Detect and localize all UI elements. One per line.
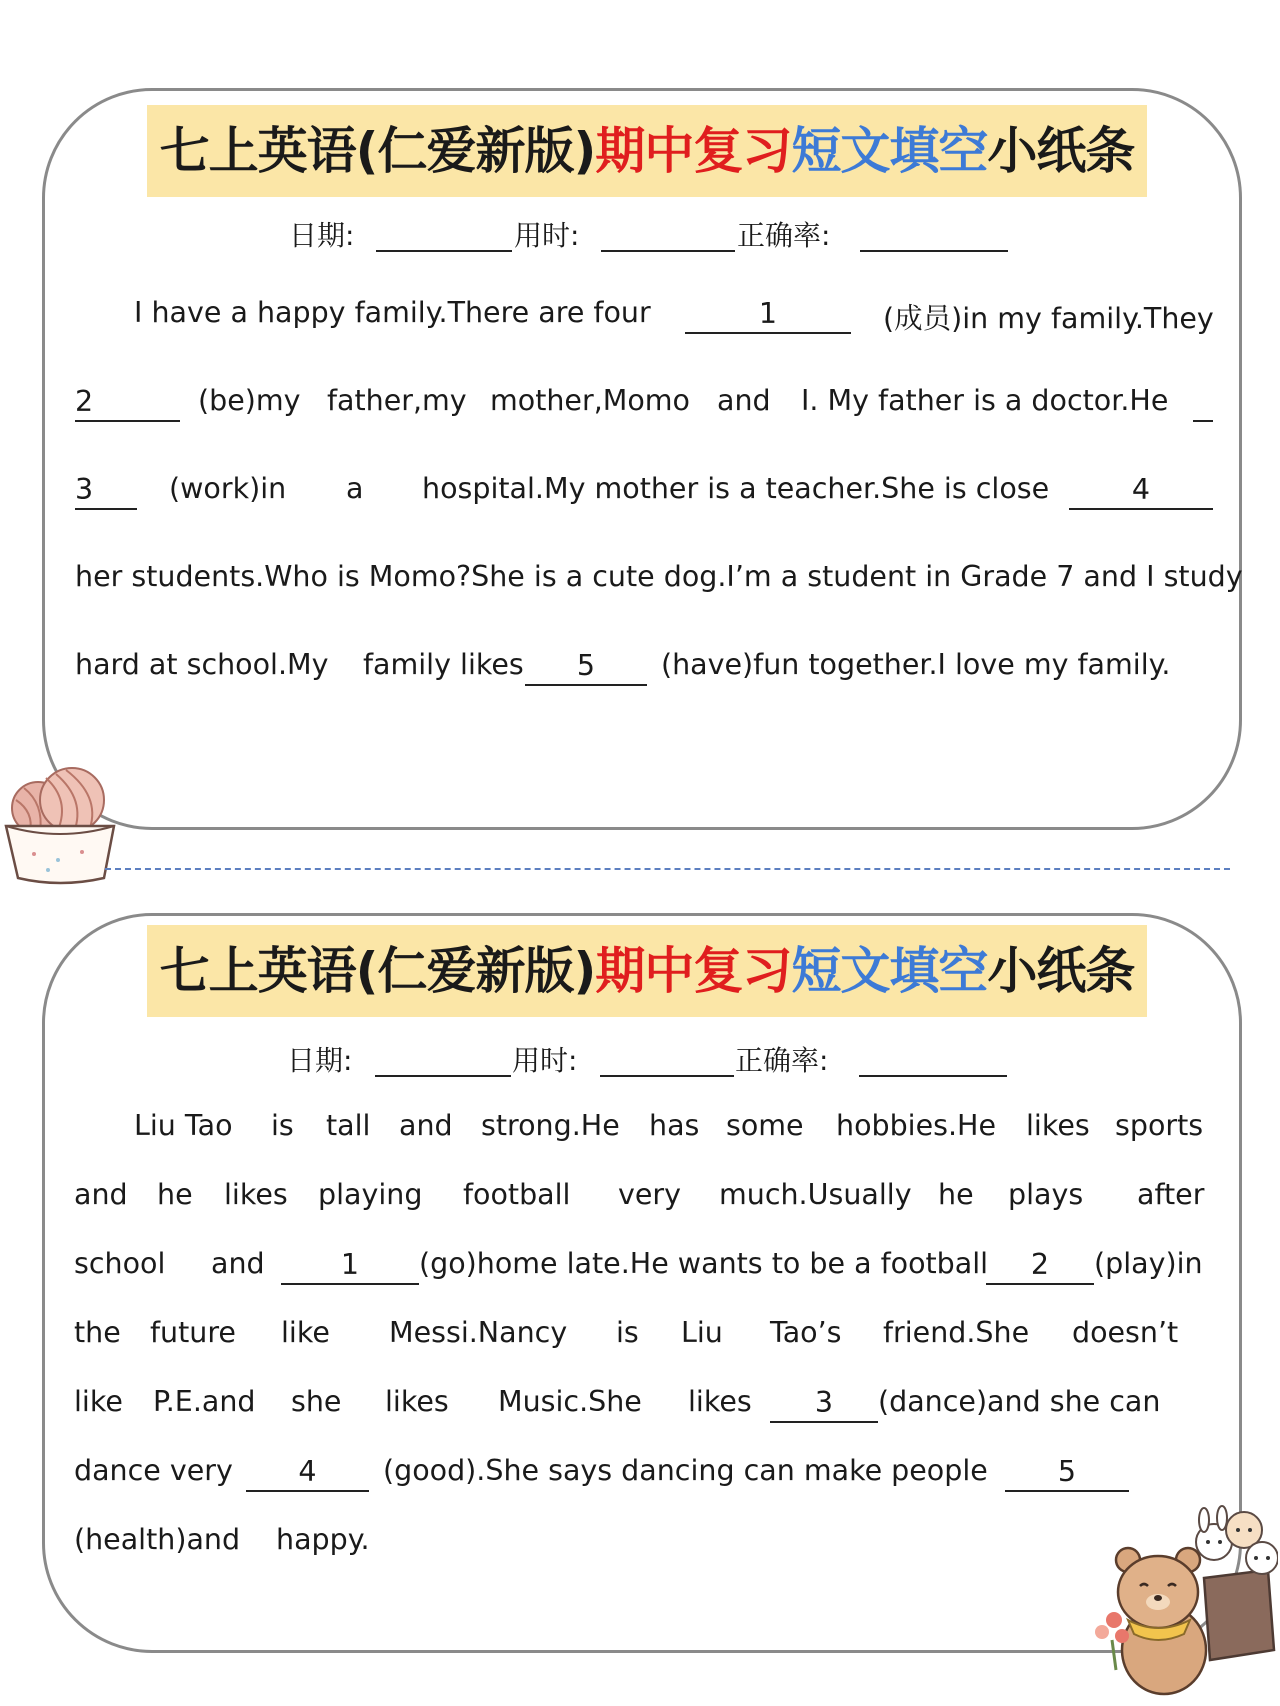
answer-blank-4[interactable]: 4 [246, 1446, 369, 1492]
answer-blank-1[interactable]: 1 [281, 1239, 419, 1285]
time-field[interactable] [601, 250, 735, 252]
worksheet-card-1 [42, 88, 1242, 830]
answer-blank-5[interactable]: 5 [525, 640, 647, 686]
date-label: 日期: [289, 219, 355, 252]
passage2-line-4: the future like Messi.Nancy is Liu Tao’s friend.She doesn’t [74, 1316, 1179, 1349]
date-field[interactable] [375, 1075, 511, 1077]
answer-blank-2[interactable]: 2 [986, 1239, 1094, 1285]
worksheet-card-2 [42, 913, 1242, 1653]
passage1-line-5: hard at school.My family likes 5 (have)fun together.I love my family. [45, 640, 1239, 690]
time-label: 用时: [514, 219, 580, 252]
accuracy-label: 正确率: [737, 219, 831, 252]
answer-blank-1[interactable]: 1 [685, 288, 851, 334]
passage2-line-2: and he likes playing football very much.Usually he plays after [74, 1178, 1205, 1211]
bear-with-friends-icon [1092, 1500, 1278, 1704]
passage1-line-2: 2 (be)my father,my mother,Momo and I. My father is a doctor.He [45, 376, 1239, 426]
time-label: 用时: [512, 1044, 578, 1077]
answer-blank-3[interactable]: 3 [75, 464, 137, 510]
answer-blank-5[interactable]: 5 [1005, 1446, 1129, 1492]
passage2-line-3: school and 1 (go)home late.He wants to be a football 2 (play)in [45, 1239, 1239, 1289]
answer-blank-3-start[interactable] [1193, 376, 1213, 422]
answer-blank-4[interactable]: 4 [1069, 464, 1213, 510]
passage2-line-6: dance very 4 (good).She says dancing can make people 5 [45, 1446, 1239, 1496]
time-field[interactable] [600, 1075, 734, 1077]
accuracy-field[interactable] [859, 1075, 1007, 1077]
meta-row [45, 206, 1239, 256]
passage2-line-7: (health)and happy. [74, 1523, 370, 1556]
meta-row [45, 1031, 1239, 1081]
passage1-line-4: her students.Who is Momo?She is a cute dog.I’m a student in Grade 7 and I study [75, 560, 1243, 593]
accuracy-field[interactable] [860, 250, 1008, 252]
accuracy-label: 正确率: [735, 1044, 829, 1077]
passage1-line-1: I have a happy family.There are four 1 (成员)in my family.They [45, 288, 1239, 338]
yarn-basket-icon [0, 760, 120, 890]
passage2-line-1: Liu Tao is tall and strong.He has some hobbies.He likes sports [134, 1109, 1204, 1142]
date-label: 日期: [287, 1044, 353, 1077]
date-field[interactable] [376, 250, 512, 252]
cut-divider-line [105, 868, 1230, 870]
answer-blank-2[interactable]: 2 [75, 376, 180, 422]
passage2-line-5: like P.E.and she likes Music.She likes 3 (dance)and she can [45, 1377, 1239, 1427]
worksheet-title: 七上英语(仁爱新版)期中复习短文填空小纸条 [147, 105, 1147, 197]
passage1-line-3: 3 (work)in a hospital.My mother is a teacher.She is close 4 [45, 464, 1239, 514]
answer-blank-3[interactable]: 3 [770, 1377, 878, 1423]
worksheet-title: 七上英语(仁爱新版)期中复习短文填空小纸条 [147, 925, 1147, 1017]
